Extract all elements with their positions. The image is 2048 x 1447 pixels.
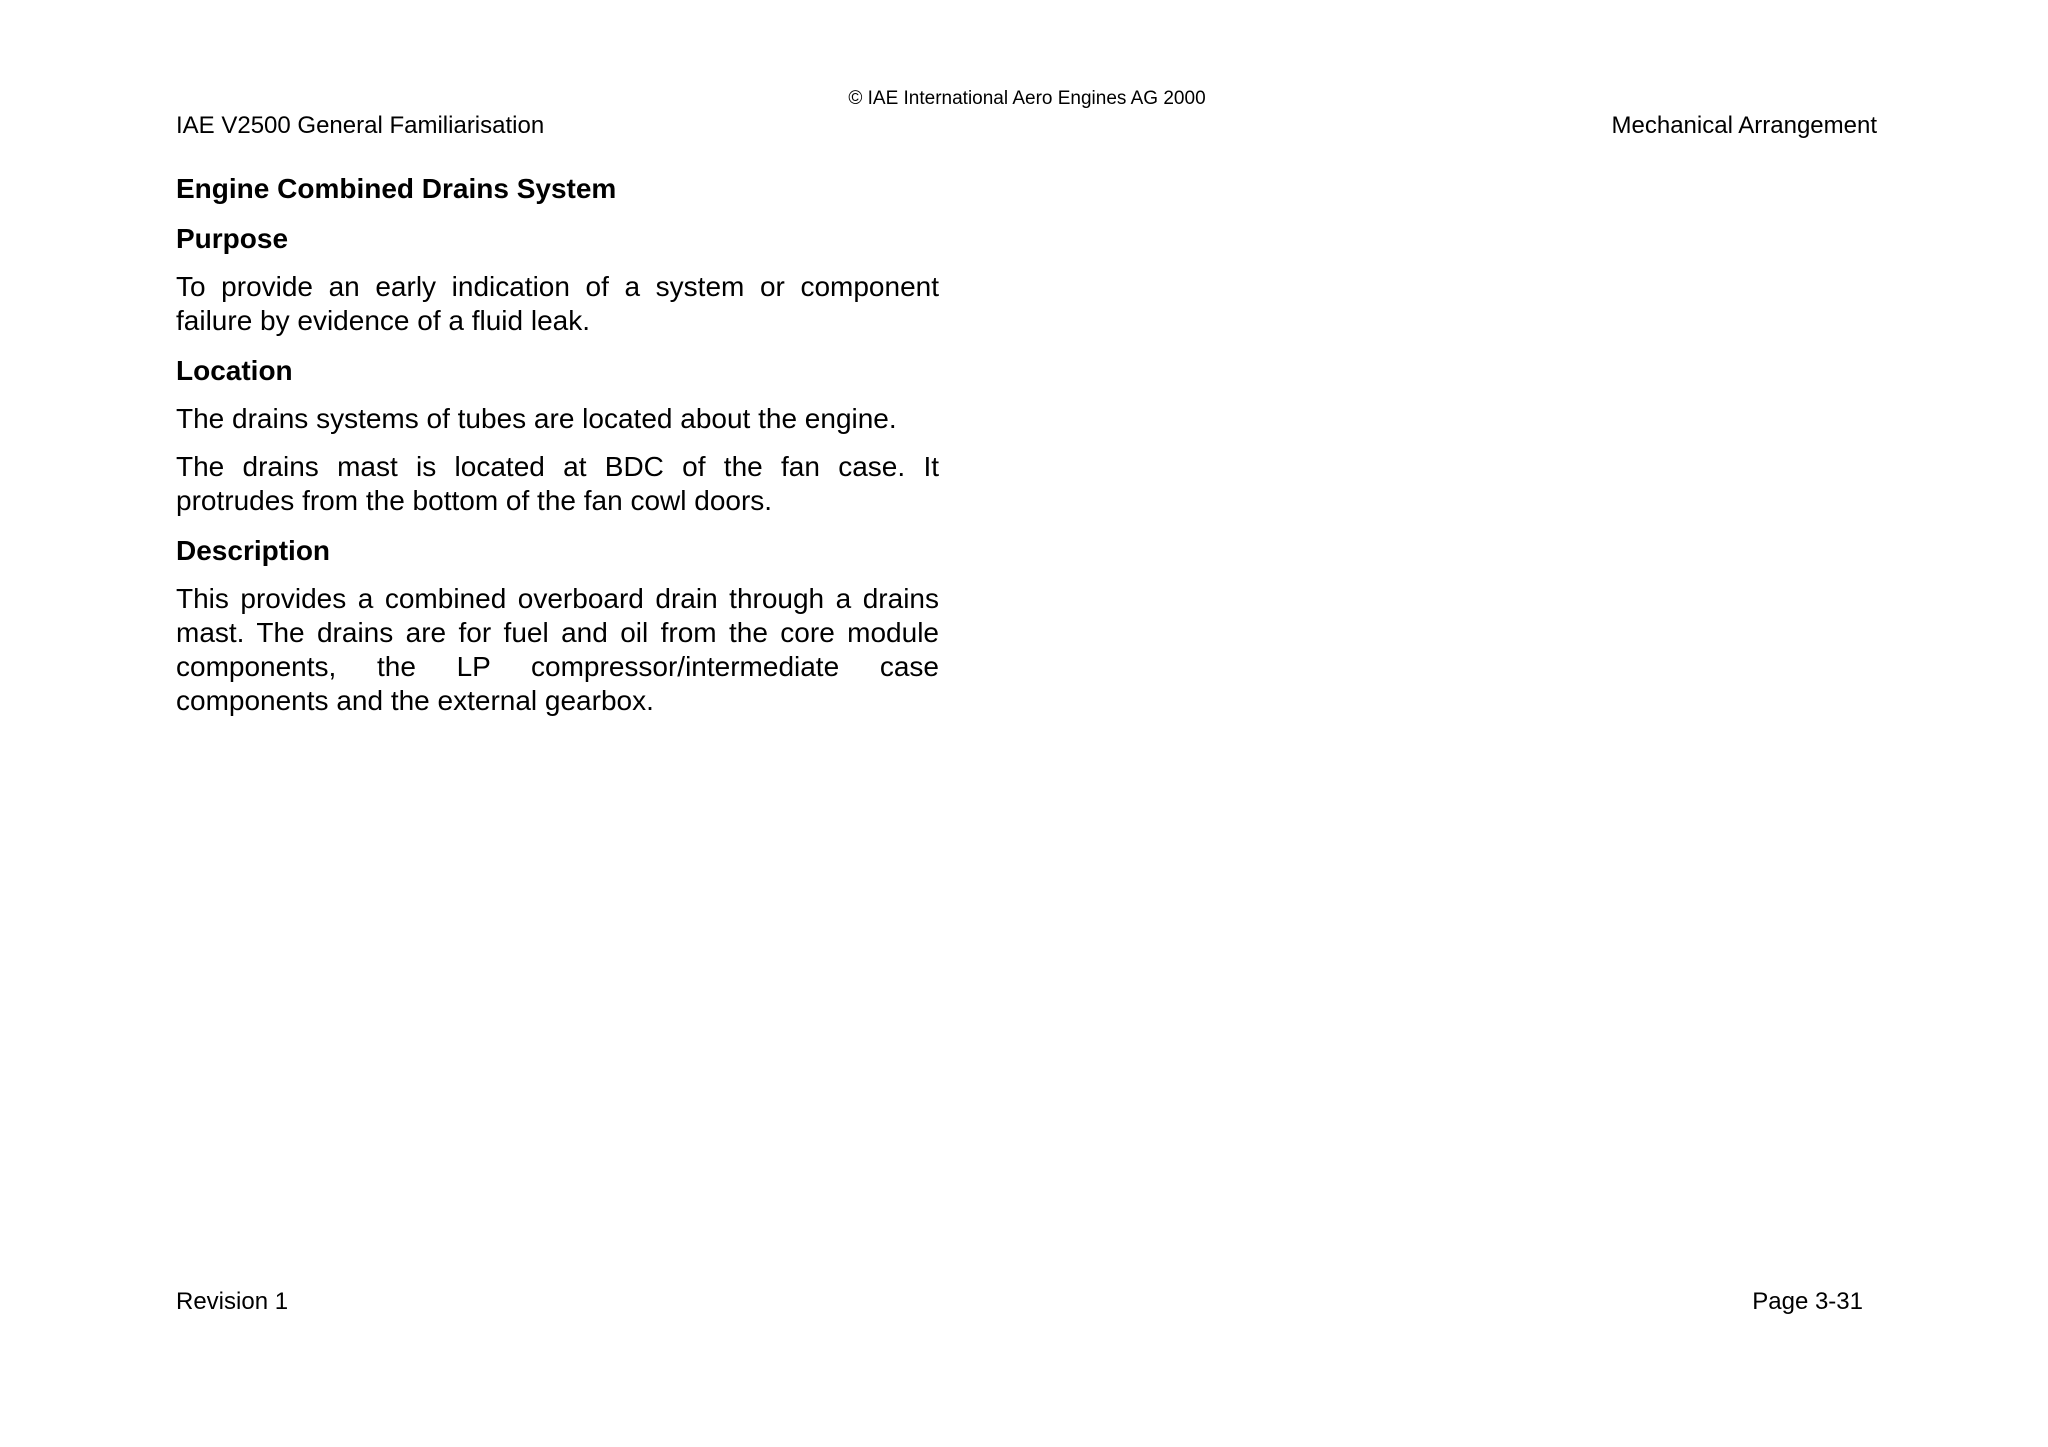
location-paragraph-1: The drains systems of tubes are located about the engine. <box>176 403 897 434</box>
section-heading-description: Description <box>176 535 331 566</box>
purpose-paragraph: To provide an early indication of a system or component failure by evidence of a fluid leak. <box>176 271 939 336</box>
footer-page-number: Page 3-31 <box>1752 1288 1863 1315</box>
header-chapter-title: Mechanical Arrangement <box>1611 112 1877 139</box>
copyright-notice <box>0 88 2048 110</box>
location-paragraph-2: The drains mast is located at BDC of the fan case. It protrudes from the bottom of the fan cowl doors. <box>176 451 939 516</box>
copyright-text: © IAE International Aero Engines AG 2000 <box>848 88 1206 109</box>
section-heading-purpose: Purpose <box>176 223 289 254</box>
header-document-title: IAE V2500 General Familiarisation <box>176 112 545 139</box>
description-paragraph: This provides a combined overboard drain through a drains mast. The drains are for fuel and oil from the core module components, the LP compressor/intermediate case components and the external gearbox. <box>176 583 939 716</box>
page-title: Engine Combined Drains System <box>176 173 617 204</box>
footer-revision: Revision 1 <box>176 1288 289 1315</box>
section-heading-location: Location <box>176 355 293 386</box>
main-content <box>176 172 939 718</box>
